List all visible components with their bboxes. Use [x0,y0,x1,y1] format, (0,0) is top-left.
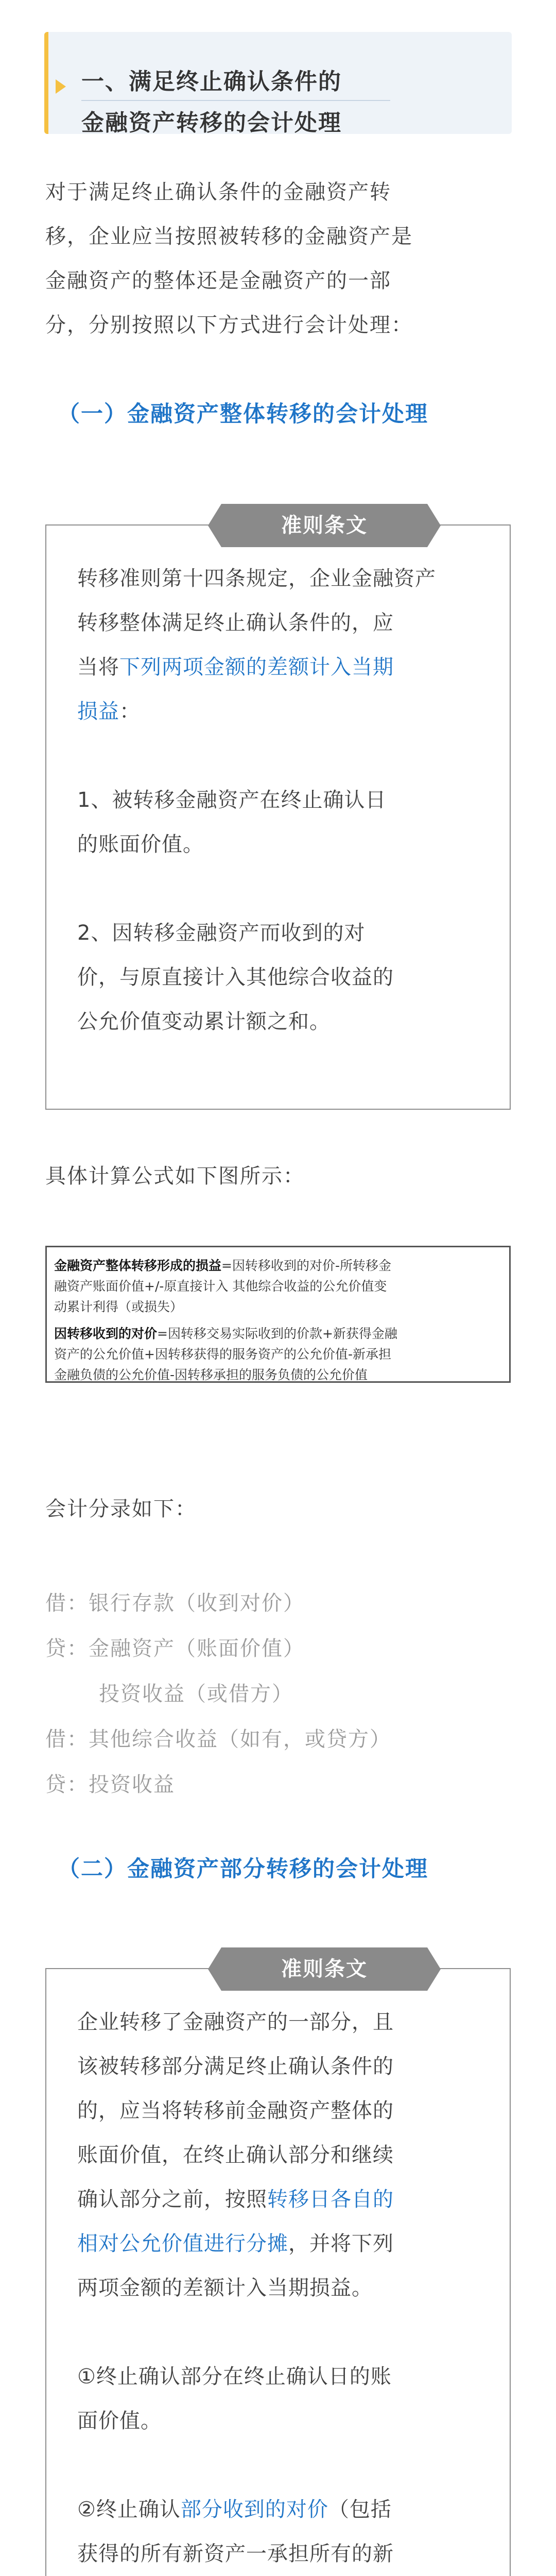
journal-entry: 借：银行存款（收到对价） [45,1591,305,1615]
header-divider [81,100,390,101]
entries-intro: 会计分录如下： [45,1497,197,1521]
rule-line: 获得的所有新资产一承担所有的新 [77,2542,394,2566]
rule-line: 转移准则第十四条规定，企业金融资产 [77,567,436,590]
intro-line: 移，企业应当按照被转移的金融资产是 [45,225,413,248]
journal-entry: 借：其他综合收益（如有，或贷方） [45,1727,391,1751]
header-accent-bar [44,32,48,134]
formula-expression: =因转移交易实际收到的价款+新获得金融 [157,1326,397,1341]
rule-line: 两项金额的差额计入当期损益。 [77,2276,373,2300]
rule-line [77,2177,484,2222]
formula-1 [54,1256,502,1317]
rule-line [77,2487,484,2532]
formula-term: 金融资产整体转移形成的损益 [54,1258,222,1273]
rule-line: 公允价值变动累计额之和。 [77,1010,331,1033]
section-2-heading: （二）金融资产部分转移的会计处理 [58,1856,428,1882]
rule-highlight: 损益 [77,700,119,723]
intro-line: 对于满足终止确认条件的金融资产转 [45,180,391,204]
rule-highlight: 转移日各自的 [267,2188,394,2211]
rule-text-segment: （包括 [328,2498,392,2521]
rule-line: 转移整体满足终止确认条件的，应 [77,611,394,635]
rule-tag-1: 准则条文 [221,504,427,547]
formula-line: 资产的公允价值+因转移获得的服务资产的公允价值-新承担 [54,1347,391,1362]
formula-figure [45,1246,511,1383]
rule-line: 的账面价值。 [77,833,204,856]
formula-line [54,1256,502,1276]
rule-text-segment: ： [119,700,141,723]
spacer [77,2443,484,2487]
formula-term: 因转移收到的对价 [54,1326,158,1341]
header-title-line-1: 一、满足终止确认条件的 [81,69,342,95]
journal-entry: 贷：投资收益 [45,1773,175,1797]
formula-line [54,1324,502,1344]
spacer [77,867,484,911]
rule-highlight: 下列两项金额的差额计入当期 [119,655,394,679]
rule-line [77,645,484,689]
rule-line: 面价值。 [77,2409,162,2433]
intro-line: 分，分别按照以下方式进行会计处理： [45,313,413,337]
formula-2 [54,1324,502,1385]
rule-highlight: 部分收到的对价 [180,2498,328,2521]
rule-line: 2、因转移金融资产而收到的对 [77,921,366,945]
formula-expression: =因转移收到的对价-所转移金 [221,1258,391,1273]
journal-entry: 贷：金融资产（账面价值） [45,1637,305,1660]
rule-line: 账面价值，在终止确认部分和继续 [77,2143,394,2167]
intro-paragraph [45,170,509,347]
rule-text-segment: 当将 [77,655,119,679]
header-title-line-2: 金融资产转移的会计处理 [81,110,342,136]
rule-box-2 [45,1957,511,2576]
rule-text-segment: ②终止确认 [77,2498,181,2521]
triangle-marker-icon [56,79,66,94]
rule-box-1 [45,514,511,1110]
rule-line: 企业转移了金融资产的一部分，且 [77,2010,394,2034]
rule-line: 价，与原直接计入其他综合收益的 [77,965,394,989]
formula-line: 融资产账面价值+/-原直接计入 其他综合收益的公允价值变 [54,1279,387,1294]
intro-line: 金融资产的整体还是金融资产的一部 [45,269,391,293]
rule-line [77,689,484,734]
rule-highlight: 相对公允价值进行分摊 [77,2232,288,2256]
formula-intro: 具体计算公式如下图所示： [45,1164,305,1188]
rule-text-segment: ，并将下列 [288,2232,394,2256]
rule-line: 1、被转移金融资产在终止确认日 [77,788,387,812]
rule-line: 的，应当将转移前金融资产整体的 [77,2099,394,2123]
formula-line: 动累计利得（或损失） [54,1299,183,1314]
rule-2-text [77,2000,484,2576]
rule-line [77,2222,484,2266]
journal-entry: 投资收益（或借方） [99,1682,293,1706]
rule-text-segment: 确认部分之前，按照 [77,2188,267,2211]
formula-line: 金融负债的公允价值-因转移承担的服务负债的公允价值 [54,1367,368,1382]
rule-line: ①终止确认部分在终止确认日的账 [77,2365,392,2388]
rule-1-text [77,556,484,1044]
spacer [77,734,484,778]
spacer [77,2310,484,2354]
rule-line: 该被转移部分满足终止确认条件的 [77,2055,394,2078]
section-header [44,32,512,134]
rule-tag-2: 准则条文 [221,1947,427,1991]
section-1-heading: （一）金融资产整体转移的会计处理 [58,401,428,427]
